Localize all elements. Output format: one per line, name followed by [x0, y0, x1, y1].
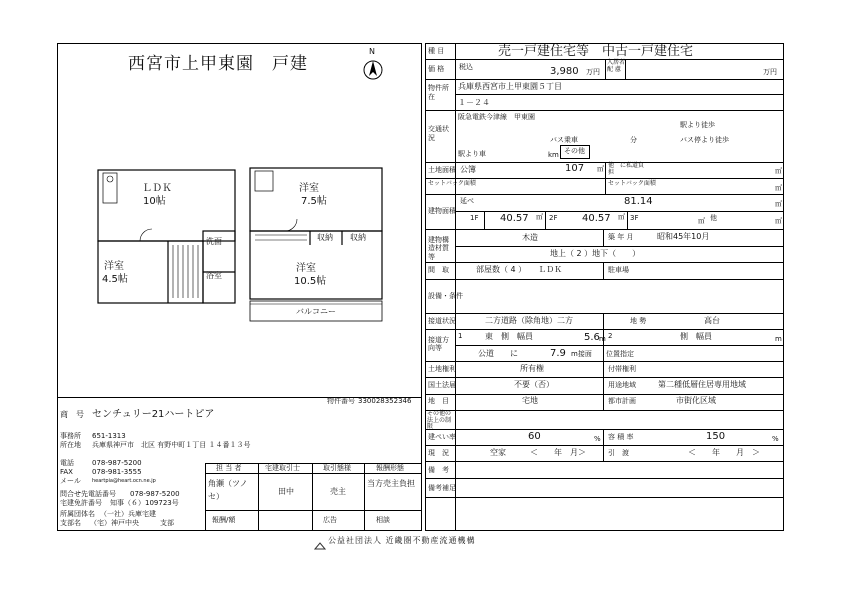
- staff-f2: 広告: [323, 516, 337, 524]
- setback-right: セットバック面積: [608, 180, 656, 187]
- road-dir-label: 接道方向等: [428, 336, 449, 353]
- footer-org: 公益社団法人 近畿圏不動産流通機構: [328, 536, 476, 545]
- staff-h3: 取引態様: [323, 464, 351, 472]
- mail-label: メール: [60, 477, 81, 485]
- status-label: 現 況: [428, 449, 449, 457]
- property-no: 330028352346: [358, 397, 412, 405]
- far-value: 150: [706, 431, 726, 442]
- public-road: 公道 に: [478, 349, 518, 358]
- setback-rights-label: 付帯権利: [608, 365, 636, 373]
- location-line2: １－２４: [458, 98, 490, 107]
- label-column-line: [455, 43, 456, 531]
- association-logo-icon: [314, 536, 326, 546]
- dir1-width: 5.6: [584, 332, 600, 343]
- land-law-label: 国土法届: [428, 381, 456, 389]
- land-law: 不要（否）: [514, 380, 554, 389]
- building-label: 建物面積: [428, 207, 456, 215]
- staff-f3: 相談: [376, 516, 390, 524]
- room-storage1: 収納: [317, 233, 333, 242]
- use-zone: 第二種低層住居専用地域: [658, 380, 746, 389]
- f1-sqm: ㎡: [536, 213, 543, 221]
- page-title: 西宮市上甲東園 戸建: [128, 54, 308, 74]
- row-line: [455, 345, 784, 346]
- room-ldk-size: 10帖: [143, 196, 166, 207]
- staff-h2: 宅建取引士: [265, 464, 300, 472]
- row-line: [425, 194, 784, 195]
- row-line: [425, 229, 784, 230]
- parking-label: 駐車場: [608, 266, 629, 274]
- station-car: 駅より車: [458, 150, 486, 158]
- row-line: [425, 361, 784, 362]
- price-extra-unit: 万円: [763, 68, 777, 76]
- price-value: 3,980: [550, 66, 579, 77]
- row-line: [425, 410, 784, 411]
- assoc-label: 所属団体名: [60, 510, 95, 518]
- row-line: [425, 79, 784, 80]
- f3-label: 3F: [630, 214, 639, 222]
- address-value: 兵庫県神戸市 北区 有野中町１丁目 １４番１３号: [92, 441, 251, 449]
- use-zone-label: 用途地域: [608, 381, 636, 389]
- bus-walk: バス停より徒歩: [680, 136, 729, 144]
- staff-col-line: [312, 463, 313, 531]
- branch-value: （宅）神戸中央 支部: [90, 519, 174, 527]
- property-no-label: 物件番号: [327, 397, 355, 405]
- staff-f1: 報酬/額: [212, 516, 236, 524]
- f1-area: 40.57: [500, 213, 529, 224]
- room-balcony: バルコニー: [296, 307, 336, 316]
- layout-label: 間 取: [428, 266, 449, 274]
- trade-name: センチュリー21ハートピア: [92, 409, 215, 420]
- land-kind: 公簿: [460, 165, 476, 174]
- inquiry-label: 問合せ先電話番号: [60, 490, 116, 498]
- room-western1: 洋室: [104, 261, 124, 272]
- col-line: [603, 262, 604, 279]
- f2-area: 40.57: [582, 213, 611, 224]
- price-extra-label: 入居者配 慮: [607, 59, 626, 73]
- bcr-label: 建ぺい率: [428, 433, 456, 441]
- f2-label: 2F: [549, 214, 558, 222]
- bus-minutes: 分: [630, 136, 637, 144]
- col-line: [545, 211, 546, 229]
- row-line: [455, 246, 784, 247]
- branch-label: 支部名: [60, 519, 81, 527]
- row-line: [425, 445, 784, 446]
- status-date: ＜ 年 月＞: [530, 448, 586, 457]
- staff-h1: 担 当 者: [216, 464, 242, 472]
- land-area: 107: [565, 163, 585, 174]
- row-line: [455, 94, 784, 95]
- dir2-no: 2: [608, 332, 613, 340]
- land-other: 他 に私道負担: [608, 162, 645, 176]
- setback-left: セットバック面積: [428, 180, 476, 187]
- stories-value: 地上（ 2 ）地下（ ）: [550, 249, 641, 258]
- price-label: 価 格: [428, 65, 445, 73]
- built-label: 築 年 月: [608, 233, 634, 241]
- fax-label: FAX: [60, 468, 73, 476]
- staff-v4: 当方売主負担: [367, 479, 415, 488]
- room-western2: 洋室: [299, 183, 319, 194]
- remarks2-label: 備考補足: [428, 484, 456, 492]
- staff-h4: 報酬形態: [376, 464, 404, 472]
- dir1: 東 側 幅員: [485, 332, 533, 341]
- f2-sqm: ㎡: [618, 213, 625, 221]
- layout-value: 部屋数（ 4 ） ＬＤＫ: [476, 265, 563, 274]
- mail-value[interactable]: heartpia@heart.ocn.ne.jp: [92, 478, 156, 484]
- license-label: 宅建免許番号: [60, 499, 102, 507]
- room-western3-size: 10.5帖: [294, 276, 327, 287]
- traffic-other: その他: [564, 147, 585, 155]
- structure-label: 建物構造材質等: [428, 236, 449, 261]
- remarks-label: 備 考: [428, 466, 449, 474]
- floor-plan: [95, 165, 390, 325]
- dir1-no: 1: [458, 332, 463, 340]
- station-km: km: [548, 151, 559, 159]
- terrain-value: 高台: [704, 316, 720, 325]
- price-unit: 万円: [586, 68, 600, 76]
- status-value: 空家: [490, 448, 506, 457]
- tel-label: 電話: [60, 459, 74, 467]
- city-plan-label: 都市計画: [608, 397, 636, 405]
- far-label: 容 積 率: [608, 433, 634, 441]
- structure-value: 木造: [522, 233, 538, 242]
- staff-col-line: [258, 463, 259, 531]
- dir2: 側 幅員: [680, 332, 712, 341]
- handover-value: ＜ 年 月 ＞: [688, 448, 760, 457]
- land-right: 所有権: [520, 364, 544, 373]
- trade-label: 商 号: [60, 410, 84, 419]
- zone-designation: 位置指定: [606, 350, 634, 358]
- price-tax: 税込: [459, 63, 473, 71]
- staff-v2: 田中: [278, 487, 294, 496]
- col-line: [603, 229, 604, 246]
- road-label: 接道状況: [428, 317, 456, 325]
- room-western2-size: 7.5帖: [301, 196, 327, 207]
- row-line: [425, 461, 784, 462]
- traffic-label: 交通状況: [428, 125, 449, 143]
- staff-v3: 売主: [330, 487, 346, 496]
- staff-row-line: [205, 473, 422, 474]
- bus-ride: バス乗車: [550, 136, 578, 144]
- room-bath: 浴室: [206, 271, 222, 280]
- col-line: [605, 162, 606, 194]
- staff-v1: 角瀬（ツノセ）: [208, 479, 248, 501]
- frontage-unit: m接面: [571, 350, 592, 358]
- tel-value: 078-987-5200: [92, 459, 142, 467]
- equip-label: 設備・条件: [428, 292, 463, 300]
- land-right-label: 土地権利: [428, 365, 456, 373]
- room-storage2: 収納: [350, 233, 366, 242]
- terrain-label: 地 勢: [630, 317, 647, 325]
- dir1-m: m: [599, 335, 606, 343]
- location-line1: 兵庫県西宮市上甲東園５丁目: [458, 82, 562, 91]
- row-line: [425, 279, 784, 280]
- address-label: 所在地: [60, 441, 81, 449]
- col-line: [603, 329, 604, 361]
- row-line: [425, 497, 784, 498]
- land-cat-label: 地 目: [428, 397, 449, 405]
- location-label: 物件所在: [428, 84, 449, 102]
- dir2-m: m: [775, 335, 782, 343]
- office-label: 事務所: [60, 432, 81, 440]
- room-washroom: 洗面: [206, 237, 222, 246]
- type-label: 種 目: [428, 47, 445, 55]
- row-line: [455, 211, 784, 212]
- north-label: N: [369, 47, 375, 56]
- total-area: 81.14: [624, 196, 653, 207]
- col-line: [627, 211, 628, 229]
- f1-label: 1F: [470, 214, 479, 222]
- row-line: [425, 478, 784, 479]
- setback-sqm: ㎡: [775, 184, 782, 192]
- office-value: 651-1313: [92, 432, 126, 440]
- room-western1-size: 4.5帖: [102, 274, 128, 285]
- row-line: [425, 262, 784, 263]
- row-line: [425, 329, 784, 330]
- bcr-value: 60: [528, 431, 541, 442]
- other-floor: 他: [710, 214, 717, 222]
- fax-value: 078-981-3555: [92, 468, 142, 476]
- col-line: [484, 211, 485, 229]
- land-other-sqm: ㎡: [775, 167, 782, 175]
- limits-label: その他の法上の制限: [427, 410, 452, 431]
- col-line: [603, 361, 604, 410]
- land-label: 土地面積: [428, 166, 456, 174]
- frontage: 7.9: [550, 348, 566, 359]
- handover-label: 引 渡: [608, 449, 629, 457]
- f3-sqm: ㎡: [698, 217, 705, 225]
- row-line: [425, 429, 784, 430]
- traffic-line: 阪急電鉄今津線 甲東園: [458, 113, 535, 121]
- room-ldk: ＬＤＫ: [142, 183, 172, 194]
- row-line: [425, 394, 784, 395]
- other-floor-sqm: ㎡: [775, 217, 782, 225]
- far-pct: %: [772, 435, 779, 443]
- city-plan: 市街化区域: [676, 396, 716, 405]
- license-value: 知事（６）109723号: [110, 499, 179, 507]
- bcr-pct: %: [594, 435, 601, 443]
- col-line: [625, 59, 626, 79]
- row-line: [425, 377, 784, 378]
- row-line: [425, 313, 784, 314]
- room-western3: 洋室: [296, 263, 316, 274]
- land-sqm: ㎡: [597, 165, 604, 173]
- total-label: 延べ: [460, 197, 474, 205]
- built-value: 昭和45年10月: [657, 232, 710, 241]
- col-line: [603, 429, 604, 461]
- col-line: [603, 313, 604, 329]
- road-value: 二方道路（除角地）二方: [485, 316, 573, 325]
- staff-row-line: [205, 510, 422, 511]
- type-value: 売一戸建住宅等 中古一戸建住宅: [498, 44, 694, 59]
- col-line: [605, 59, 606, 79]
- row-line: [425, 110, 784, 111]
- staff-col-line: [364, 463, 365, 531]
- station-walk: 駅より徒歩: [680, 121, 715, 129]
- land-cat: 宅地: [522, 396, 538, 405]
- total-sqm: ㎡: [775, 200, 782, 208]
- assoc-value: （一社）兵庫宅建: [100, 510, 156, 518]
- inquiry-value: 078-987-5200: [130, 490, 180, 498]
